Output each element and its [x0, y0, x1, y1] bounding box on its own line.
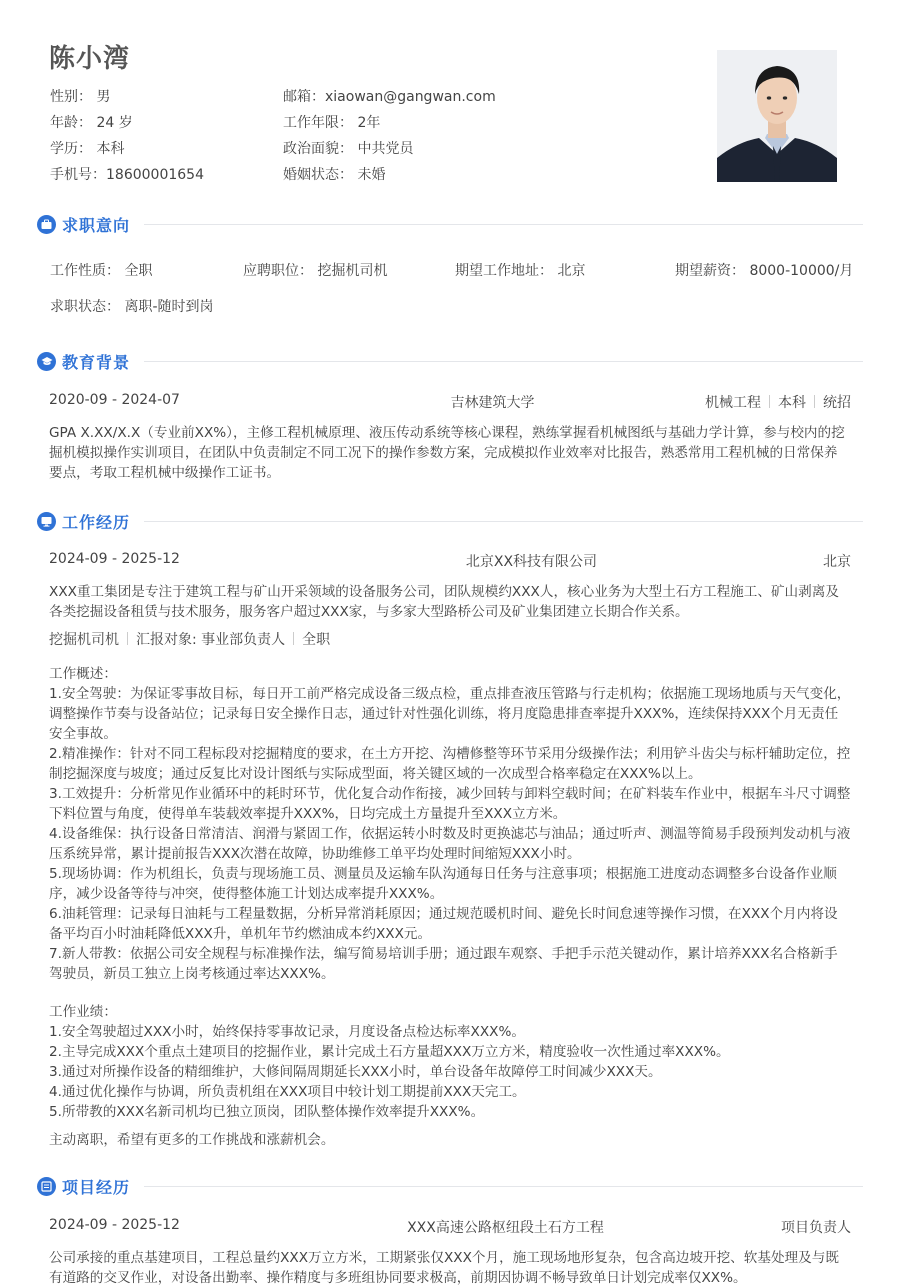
work-row [49, 551, 851, 571]
section-title: 教育背景 [62, 352, 131, 372]
section-header-project [37, 1173, 863, 1199]
work-role: 挖掘机司机 [49, 632, 119, 648]
list-item: 5.所带教的XXX名新司机均已独立顶岗，团队整体操作效率提升XXX%。 [49, 1104, 485, 1120]
divider [144, 224, 863, 225]
work-period: 2024-09 - 2025-12 [49, 551, 180, 567]
report-to: 汇报对象: 事业部负责人 [136, 632, 286, 648]
work-results [49, 1002, 851, 1122]
work-years-field: 工作年限： 2年 [283, 115, 381, 131]
age-field: 年龄： 24 岁 [50, 115, 133, 131]
education-level-field: 学历： 本科 [50, 141, 125, 157]
project-name: XXX高速公路枢纽段土石方工程 [407, 1220, 604, 1236]
company-intro: XXX重工集团是专注于建筑工程与矿山开采领域的设备服务公司，团队规模约XXX人，核心业务为大型土石方工程施工、矿山剥离及各类挖掘设备租赁与技术服务，服务客户超过XXX家，与多家大型路桥公司及矿业集团建立长期合作关系。 [49, 584, 839, 620]
education-tags [705, 392, 851, 412]
project-row [49, 1217, 851, 1237]
company-name: 北京XX科技有限公司 [465, 554, 598, 570]
salary-field: 期望薪资： 8000-10000/月 [675, 263, 854, 279]
list-icon [37, 1177, 56, 1196]
briefcase-icon [37, 215, 56, 234]
section-header-education [37, 348, 863, 374]
list-item: 1.安全驾驶：为保证零事故目标，每日开工前严格完成设备三级点检，重点排查液压管路与行走机构；依据施工现场地质与天气变化，调整操作节奏与设备站位；记录每日安全操作日志，通过针对性强化训练，将月度隐患排查率提升XXX%，连续保持XXX个月无责任安全事故。 [49, 686, 851, 742]
employment-type: 全职 [302, 632, 331, 648]
education-description: GPA X.XX/X.X（专业前XX%），主修工程机械原理、液压传动系统等核心课程，熟练掌握看机械图纸与基础力学计算，参与校内的挖掘机模拟操作实训项目，在团队中负责制定不同工况下的操作参数方案，完成模拟作业效率对比报告，熟悉常用工程机械的日常保养要点，考取工程机械中级操作工证书。 [49, 425, 845, 481]
major: 机械工程 [704, 395, 761, 411]
list-item: 3.工效提升：分析常见作业循环中的耗时环节，优化复合动作衔接，减少回转与卸料空载时间；在矿料装车作业中，根据车斗尺寸调整下料位置与角度，使得单车装载效率提升XXX%，日均完成土方量提升至XXX立方米。 [49, 786, 851, 822]
separator [293, 632, 294, 645]
section-title: 工作经历 [62, 512, 131, 532]
list-item: 5.现场协调：作为机组长，负责与现场施工员、测量员及运输车队沟通每日任务与注意事项；根据施工进度动态调整多台设备作业顺序，减少设备等待与冲突，使得整体施工计划达成率提升XXX%。 [49, 866, 837, 902]
separator [814, 395, 815, 408]
work-tags [49, 629, 330, 649]
divider [144, 361, 863, 362]
avatar [717, 50, 837, 182]
list-item: 4.通过优化操作与协调，所负责机组在XXX项目中较计划工期提前XXX天完工。 [49, 1084, 526, 1100]
project-role: 项目负责人 [780, 1220, 851, 1236]
project-description: 公司承接的重点基建项目，工程总量约XXX万立方米，工期紧张仅XXX个月，施工现场地形复杂，包含高边坡开挖、软基处理及与既有道路的交叉作业，对设备出勤率、操作精度与多班组协同要求极高，前期因协调不畅导致单日计划完成率仅XX%。 [49, 1250, 839, 1286]
separator [769, 395, 770, 408]
work-overview [49, 664, 851, 984]
email-field: 邮箱：xiaowan@gangwan.com [283, 89, 496, 105]
degree: 本科 [777, 395, 806, 411]
job-type-field: 工作性质： 全职 [50, 263, 153, 279]
section-title: 求职意向 [62, 215, 131, 235]
list-item: 4.设备维保：执行设备日常清洁、润滑与紧固工作，依据运转小时数及时更换滤芯与油品；通过听声、测温等简易手段预判发动机与液压系统异常，累计提前报告XXX次潜在故障，协助维修工单平均处理时间缩短XXX小时。 [49, 826, 851, 862]
gender-field: 性别： 男 [50, 89, 111, 105]
monitor-icon [37, 512, 56, 531]
results-title: 工作业绩： [49, 1004, 117, 1020]
job-position-field: 应聘职位： 挖掘机司机 [243, 263, 388, 279]
work-city: 北京 [822, 554, 851, 570]
school-name: 吉林建筑大学 [450, 395, 535, 411]
section-title: 项目经历 [62, 1177, 131, 1197]
list-item: 6.油耗管理：记录每日油耗与工程量数据，分析异常消耗原因；通过规范暖机时间、避免长时间怠速等操作习惯，在XXX个月内将设备平均百小时油耗降低XXX升，单机年节约燃油成本约XXX元。 [49, 906, 838, 942]
enrollment-mode: 统招 [822, 395, 851, 411]
list-item: 2.主导完成XXX个重点土建项目的挖掘作业，累计完成土石方量超XXX万立方米，精度验收一次性通过率XXX%。 [49, 1044, 730, 1060]
education-period: 2020-09 - 2024-07 [49, 392, 180, 408]
divider [144, 1186, 863, 1187]
list-item: 7.新人带教：依据公司安全规程与标准操作法，编写简易培训手册；通过跟车观察、手把手示范关键动作，累计培养XXX名合格新手驾驶员，新员工独立上岗考核通过率达XXX%。 [49, 946, 838, 982]
list-item: 3.通过对所操作设备的精细维护，大修间隔周期延长XXX小时，单台设备年故障停工时间减少XXX天。 [49, 1064, 662, 1080]
political-status-field: 政治面貌： 中共党员 [283, 141, 414, 157]
section-header-intent [37, 211, 863, 237]
section-header-work [37, 508, 863, 534]
leave-reason: 主动离职，希望有更多的工作挑战和涨薪机会。 [49, 1132, 335, 1148]
education-row [49, 392, 851, 412]
marital-status-field: 婚姻状态： 未婚 [283, 167, 386, 183]
project-period: 2024-09 - 2025-12 [49, 1217, 180, 1233]
list-item: 1.安全驾驶超过XXX小时，始终保持零事故记录，月度设备点检达标率XXX%。 [49, 1024, 525, 1040]
candidate-name: 陈小湾 [49, 44, 131, 74]
overview-title: 工作概述： [49, 666, 117, 682]
job-location-field: 期望工作地址： 北京 [455, 263, 586, 279]
divider [144, 521, 863, 522]
job-status-field: 求职状态： 离职-随时到岗 [50, 299, 214, 315]
phone-field: 手机号：18600001654 [50, 167, 204, 183]
separator [127, 632, 128, 645]
list-item: 2.精准操作：针对不同工程标段对挖掘精度的要求，在土方开挖、沟槽修整等环节采用分级操作法；利用铲斗齿尖与标杆辅助定位，控制挖掘深度与坡度；通过反复比对设计图纸与实际成型面，将关键区域的一次成型合格率稳定在XXX%以上。 [49, 746, 851, 782]
graduation-cap-icon [37, 352, 56, 371]
